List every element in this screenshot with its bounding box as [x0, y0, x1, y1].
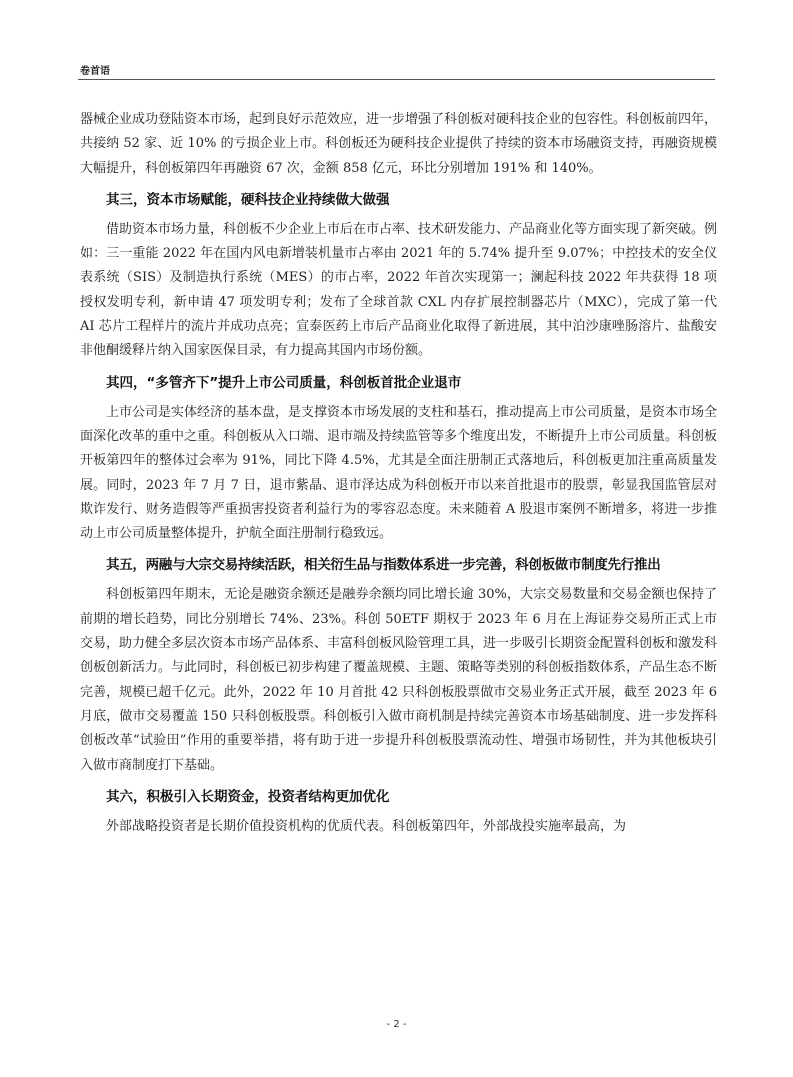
article-body	[80, 108, 717, 839]
section-heading-4: 其四，“多管齐下”提升上市公司质量，科创板首批企业退市	[106, 374, 462, 391]
section-paragraph-3: 借助资本市场力量，科创板不少企业上市后在市占率、技术研发能力、产品商业化等方面实现了新突破。例如：三一重能 2022 年在国内风电新增装机量市占率由 2021 年的 5.74% 提升至 9.07%；中控技术的安全仪表系统（SIS）及制造执行系统（MES）的市占率，2022 年首次实现第一；澜起科技 2022 年共获得 18 项授权发明专利，新申请 47 项发明专利；发布了全球首款 CXL 内存扩展控制器芯片（MXC），完成了第一代 AI 芯片工程样片的流片并成功点亮；宣泰医药上市后产品商业化取得了新进展，其中泊沙康唑肠溶片、盐酸安非他酮缓释片纳入国家医保目录，有力提高其国内市场份额。	[80, 221, 718, 359]
section-heading-5: 其五，两融与大宗交易持续活跃，相关衍生品与指数体系进一步完善，科创板做市制度先行推出	[106, 557, 661, 574]
section-paragraph-5: 科创板第四年期末，无论是融资余额还是融券余额均同比增长逾 30%，大宗交易数量和交易金额也保持了前期的增长趋势，同比分别增长 74%、23%。科创 50ETF 期权于 2023 年 6 月在上海证券交易所正式上市交易，助力健全多层次资本市场产品体系、丰富科创板风险管理工具，进一步吸引长期资金配置科创板和激发科创板创新活力。与此同时，科创板已初步构建了覆盖规模、主题、策略等类别的科创板指数体系，产品生态不断完善，规模已超千亿元。此外，2022 年 10 月首批 42 只科创板股票做市交易业务正式开展，截至 2023 年 6 月底，做市交易覆盖 150 只科创板股票。科创板引入做市商机制是持续完善资本市场基础制度、进一步发挥科创板改革“试验田”作用的重要举措，将有助于进一步提升科创板股票流动性、增强市场韧性，并为其他板块引入做市商制度打下基础。	[80, 587, 718, 773]
section-heading-3: 其三，资本市场赋能，硬科技企业持续做大做强	[106, 191, 390, 208]
header-divider	[78, 79, 715, 80]
section-heading-6: 其六，积极引入长期资金，投资者结构更加优化	[106, 788, 390, 805]
page-number: - 2 -	[386, 1019, 407, 1030]
section-paragraph-6: 外部战略投资者是长期价值投资机构的优质代表。科创板第四年，外部战投实施率最高，为	[106, 818, 627, 834]
intro-paragraph: 器械企业成功登陆资本市场，起到良好示范效应，进一步增强了科创板对硬科技企业的包容性。科创板前四年，共接纳 52 家、近 10% 的亏损企业上市。科创板还为硬科技企业提供了持续的资本市场融资支持，再融资规模大幅提升，科创板第四年再融资 67 次，金额 858 亿元，环比分别增加 191% 和 140%。	[80, 112, 718, 176]
header-label: 卷首语	[80, 66, 110, 77]
section-paragraph-4: 上市公司是实体经济的基本盘，是支撑资本市场发展的支柱和基石，推动提高上市公司质量，是资本市场全面深化改革的重中之重。科创板从入口端、退市端及持续监管等多个维度出发，不断提升上市公司质量。科创板开板第四年的整体过会率为 91%，同比下降 4.5%，尤其是全面注册制正式落地后，科创板更加注重高质量发展。同时，2023 年 7 月 7 日，退市紫晶、退市泽达成为科创板开市以来首批退市的股票，彰显我国监管层对欺诈发行、财务造假等严重损害投资者利益行为的零容忍态度。未来随着 A 股退市案例不断增多，将进一步推动上市公司质量整体提升，护航全面注册制行稳致远。	[80, 404, 718, 542]
